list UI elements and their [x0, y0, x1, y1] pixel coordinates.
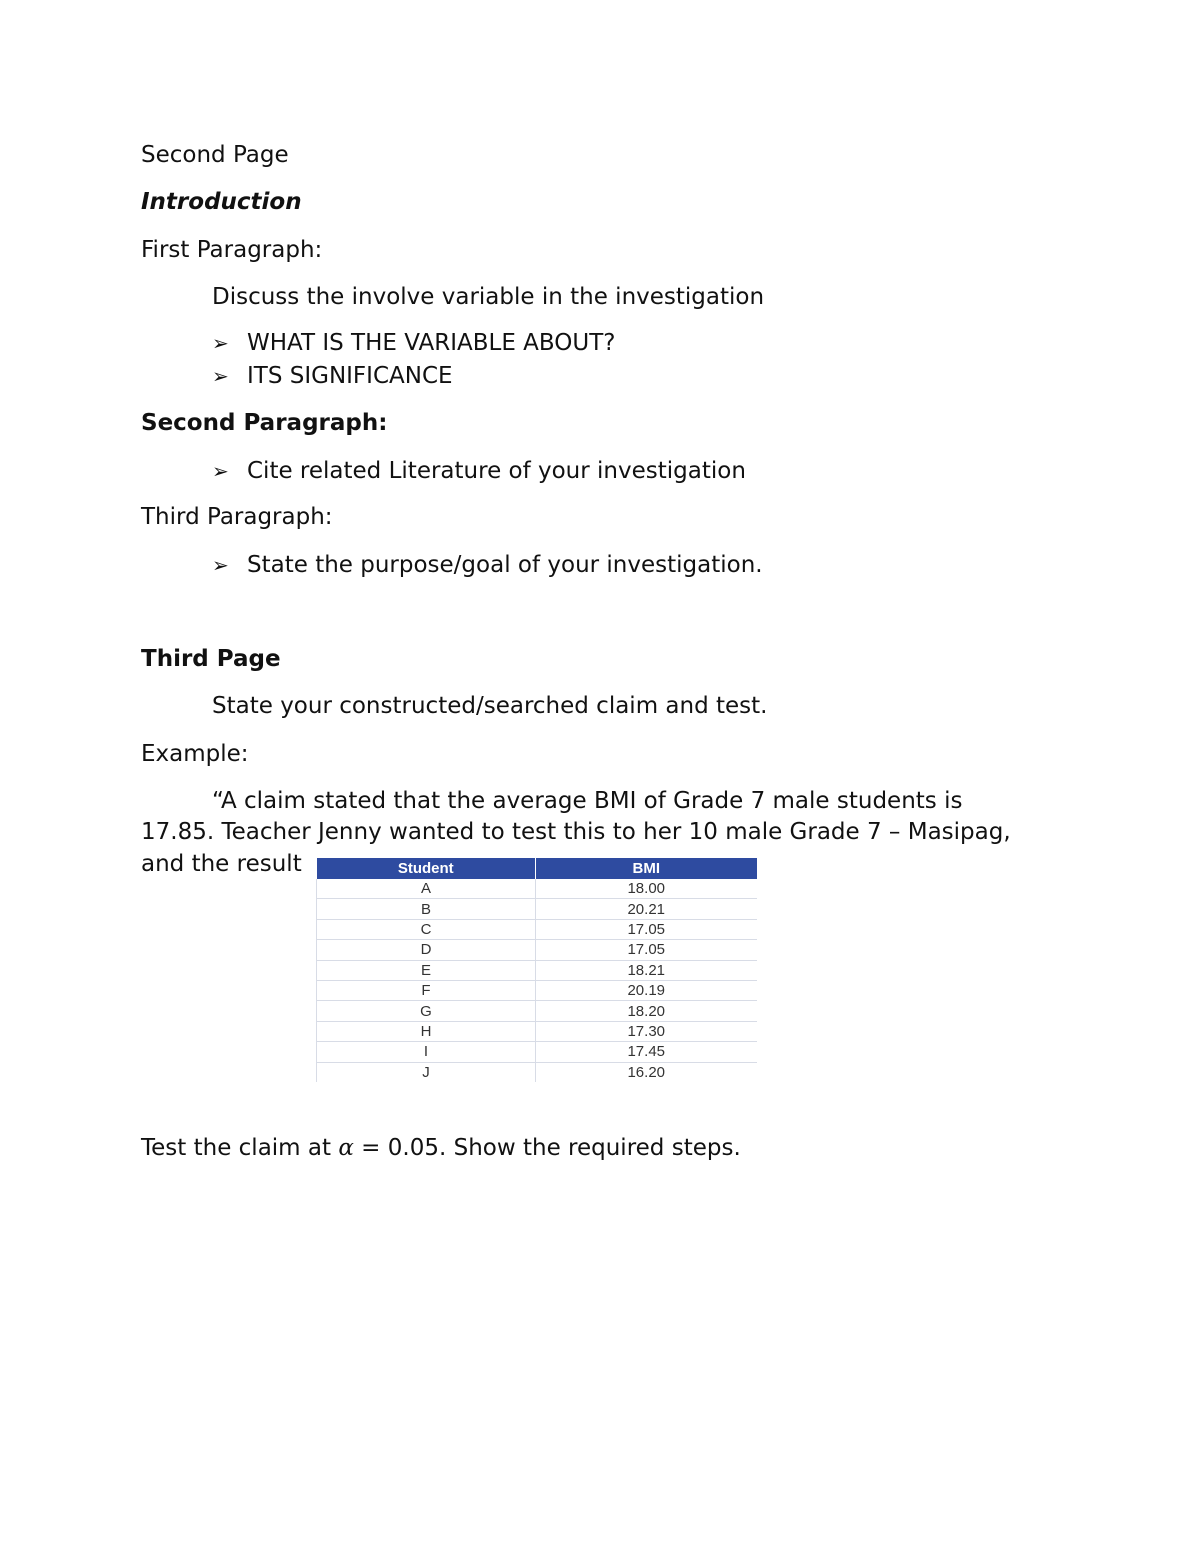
bmi-cell: 18.21 — [536, 960, 757, 980]
student-cell: C — [317, 919, 536, 939]
student-cell: A — [317, 879, 536, 899]
student-cell: I — [317, 1042, 536, 1062]
bullet-text: WHAT IS THE VARIABLE ABOUT? — [247, 330, 616, 356]
column-header-student: Student — [317, 858, 536, 879]
bmi-cell: 17.30 — [536, 1021, 757, 1041]
student-cell: D — [317, 940, 536, 960]
table-row — [317, 960, 757, 980]
student-cell: H — [317, 1021, 536, 1041]
bmi-cell: 20.19 — [536, 980, 757, 1000]
arrow-bullet-icon: ➢ — [212, 459, 229, 483]
test-suffix: = 0.05. Show the required steps. — [353, 1135, 741, 1161]
second-page-heading: Second Page — [141, 142, 289, 168]
student-cell: J — [317, 1062, 536, 1082]
claim-instruction: State your constructed/searched claim and test. — [212, 693, 768, 719]
bmi-table — [316, 858, 757, 1082]
student-cell: E — [317, 960, 536, 980]
arrow-bullet-icon: ➢ — [212, 553, 229, 577]
bmi-cell: 18.00 — [536, 879, 757, 899]
bullet-item — [212, 361, 453, 391]
bullet-text: State the purpose/goal of your investigation. — [247, 552, 763, 578]
table-row — [317, 879, 757, 899]
test-prefix: Test the claim at — [141, 1135, 339, 1161]
bmi-cell: 20.21 — [536, 899, 757, 919]
bmi-cell: 18.20 — [536, 1001, 757, 1021]
table-row — [317, 919, 757, 939]
third-page-heading: Third Page — [141, 646, 281, 672]
first-paragraph-label: First Paragraph: — [141, 237, 323, 263]
column-header-bmi: BMI — [536, 858, 757, 879]
table-row — [317, 899, 757, 919]
example-line: “A claim stated that the average BMI of Grade 7 male students is — [212, 788, 963, 814]
bmi-cell: 17.05 — [536, 919, 757, 939]
introduction-heading: Introduction — [141, 189, 302, 215]
second-paragraph-label: Second Paragraph: — [141, 410, 388, 436]
bullet-item — [212, 550, 763, 580]
bullet-item — [212, 456, 746, 486]
table-row — [317, 1042, 757, 1062]
student-cell: B — [317, 899, 536, 919]
arrow-bullet-icon: ➢ — [212, 364, 229, 388]
example-label: Example: — [141, 741, 249, 767]
bullet-text: ITS SIGNIFICANCE — [247, 363, 453, 389]
alpha-symbol: α — [338, 1135, 354, 1161]
bullet-item — [212, 328, 615, 358]
table-row — [317, 1021, 757, 1041]
table-row — [317, 980, 757, 1000]
first-paragraph-text: Discuss the involve variable in the investigation — [212, 284, 765, 310]
arrow-bullet-icon: ➢ — [212, 331, 229, 355]
table-header-row — [317, 858, 757, 879]
table-row — [317, 940, 757, 960]
bullet-text: Cite related Literature of your investigation — [247, 458, 746, 484]
bmi-cell: 17.05 — [536, 940, 757, 960]
table-row — [317, 1001, 757, 1021]
table-row — [317, 1062, 757, 1082]
test-instruction — [141, 1133, 741, 1163]
bmi-cell: 17.45 — [536, 1042, 757, 1062]
example-line: 17.85. Teacher Jenny wanted to test this to her 10 male Grade 7 – Masipag, — [141, 819, 1011, 845]
third-paragraph-label: Third Paragraph: — [141, 504, 333, 530]
bmi-cell: 16.20 — [536, 1062, 757, 1082]
example-line: and the result — [141, 851, 302, 877]
student-cell: F — [317, 980, 536, 1000]
student-cell: G — [317, 1001, 536, 1021]
